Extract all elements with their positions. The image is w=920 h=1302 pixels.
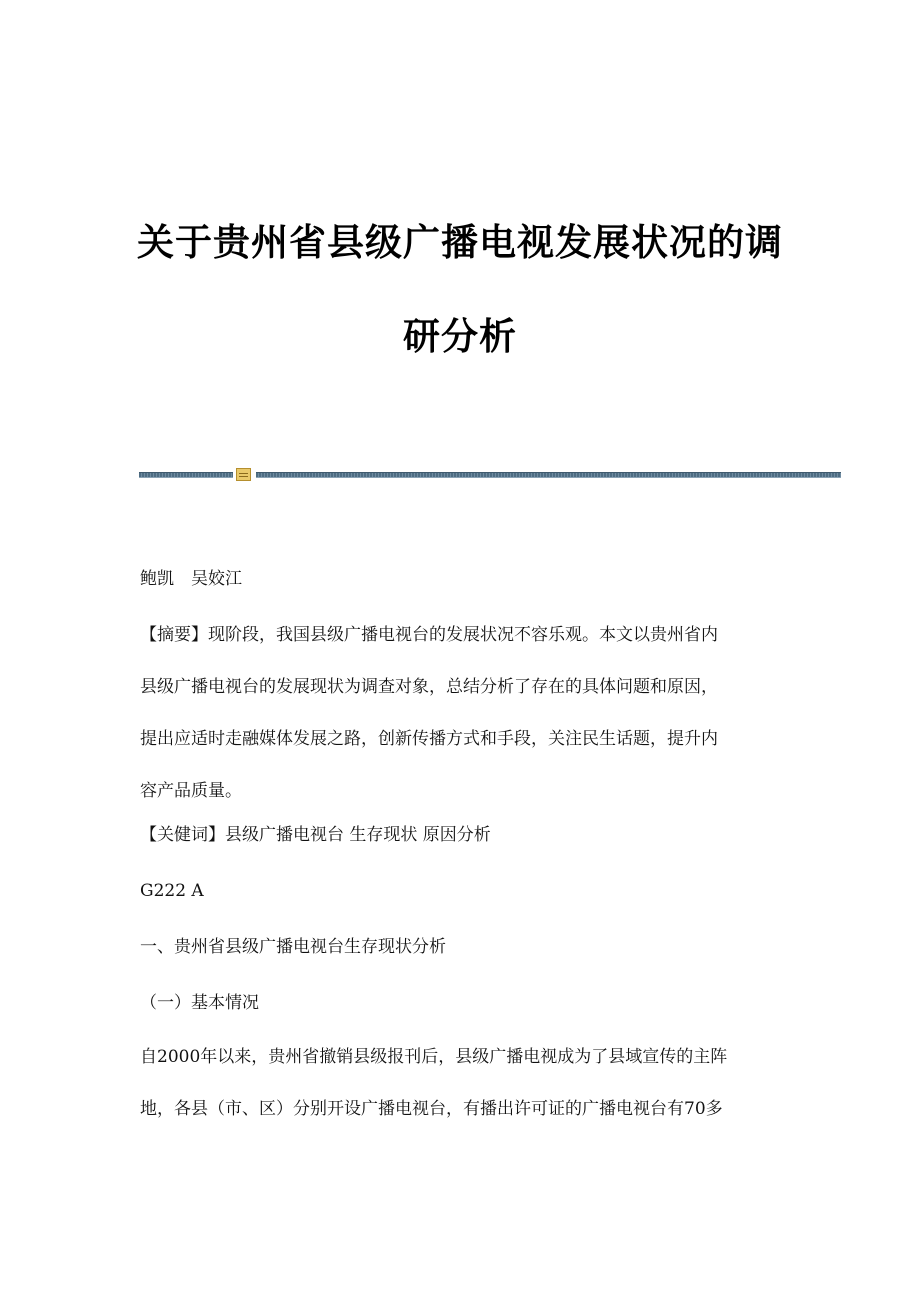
divider-ornament-icon [236, 468, 251, 481]
divider-bar-right [256, 472, 841, 478]
abstract [140, 622, 780, 805]
body-paragraph [140, 1044, 780, 1123]
abstract-line: 容产品质量。 [140, 781, 242, 801]
classification-code: G222 A [140, 881, 204, 901]
divider-bar-left [139, 472, 233, 478]
document-title-line-2: 研分析 [403, 315, 517, 358]
section-heading: 一、贵州省县级广播电视台生存现状分析 [140, 937, 446, 957]
body-line: 地，各县（市、区）分别开设广播电视台，有播出许可证的广播电视台有70多 [140, 1099, 723, 1119]
keywords-line: 【关健词】县级广播电视台 生存现状 原因分析 [140, 825, 491, 845]
body-line: 自2000年以来，贵州省撤销县级报刊后，县级广播电视成为了县域宣传的主阵 [140, 1047, 728, 1067]
author-line: 鲍凯 吴姣江 [140, 569, 242, 589]
title-divider [139, 467, 841, 483]
abstract-line: 提出应适时走融媒体发展之路，创新传播方式和手段，关注民生话题，提升内 [140, 729, 718, 749]
subsection-heading: （一）基本情况 [140, 993, 259, 1013]
document-title-line-1: 关于贵州省县级广播电视发展状况的调 [137, 221, 783, 264]
abstract-line: 【摘要】现阶段，我国县级广播电视台的发展状况不容乐观。本文以贵州省内 [140, 625, 718, 645]
abstract-line: 县级广播电视台的发展现状为调查对象，总结分析了存在的具体问题和原因， [140, 677, 718, 697]
